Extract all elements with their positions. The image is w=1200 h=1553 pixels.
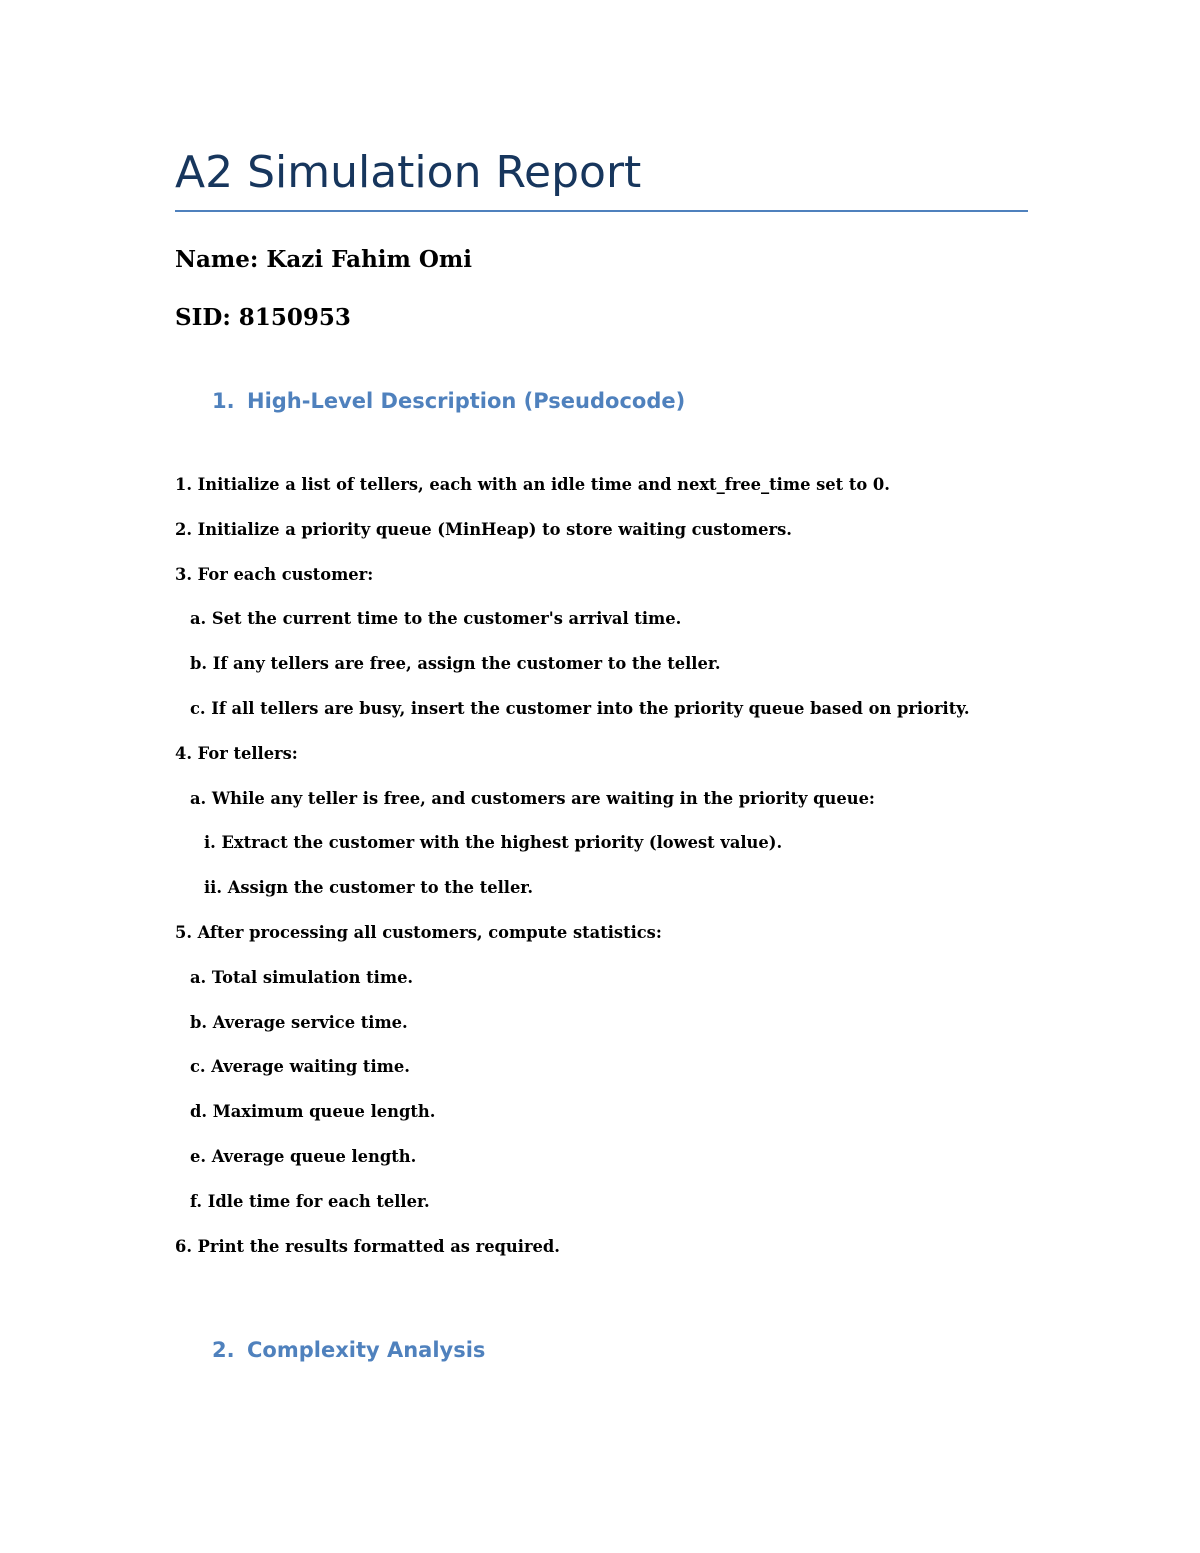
pseudocode-line: d. Maximum queue length. <box>190 1102 436 1121</box>
pseudocode-line: 2. Initialize a priority queue (MinHeap) to store waiting customers. <box>175 520 792 539</box>
section-heading-pseudocode <box>212 386 685 416</box>
pseudocode-line: a. While any teller is free, and customers are waiting in the priority queue: <box>190 789 875 808</box>
pseudocode-line: 5. After processing all customers, compute statistics: <box>175 923 662 942</box>
student-id: SID: 8150953 <box>175 304 351 331</box>
pseudocode-line: 3. For each customer: <box>175 565 374 584</box>
pseudocode-line: c. If all tellers are busy, insert the customer into the priority queue based on priority. <box>190 699 970 718</box>
section-title: High-Level Description (Pseudocode) <box>247 389 686 413</box>
pseudocode-line: ii. Assign the customer to the teller. <box>204 878 534 897</box>
pseudocode-line: f. Idle time for each teller. <box>190 1192 430 1211</box>
pseudocode-line: c. Average waiting time. <box>190 1057 410 1076</box>
pseudocode-line: b. Average service time. <box>190 1013 408 1032</box>
pseudocode-line: a. Set the current time to the customer's arrival time. <box>190 609 682 628</box>
section-title: Complexity Analysis <box>247 1338 486 1362</box>
pseudocode-line: b. If any tellers are free, assign the customer to the teller. <box>190 654 721 673</box>
section-number: 1. <box>212 389 235 413</box>
document-title: A2 Simulation Report <box>175 147 642 198</box>
pseudocode-line: i. Extract the customer with the highest priority (lowest value). <box>204 833 783 852</box>
pseudocode-line: 6. Print the results formatted as required. <box>175 1237 560 1256</box>
pseudocode-line: e. Average queue length. <box>190 1147 417 1166</box>
pseudocode-line: 1. Initialize a list of tellers, each with an idle time and next_free_time set to 0. <box>175 475 890 494</box>
pseudocode-line: a. Total simulation time. <box>190 968 414 987</box>
section-number: 2. <box>212 1338 235 1362</box>
pseudocode-line: 4. For tellers: <box>175 744 298 763</box>
author-name: Name: Kazi Fahim Omi <box>175 246 472 273</box>
title-underline <box>175 210 1028 212</box>
section-heading-complexity <box>212 1335 485 1365</box>
